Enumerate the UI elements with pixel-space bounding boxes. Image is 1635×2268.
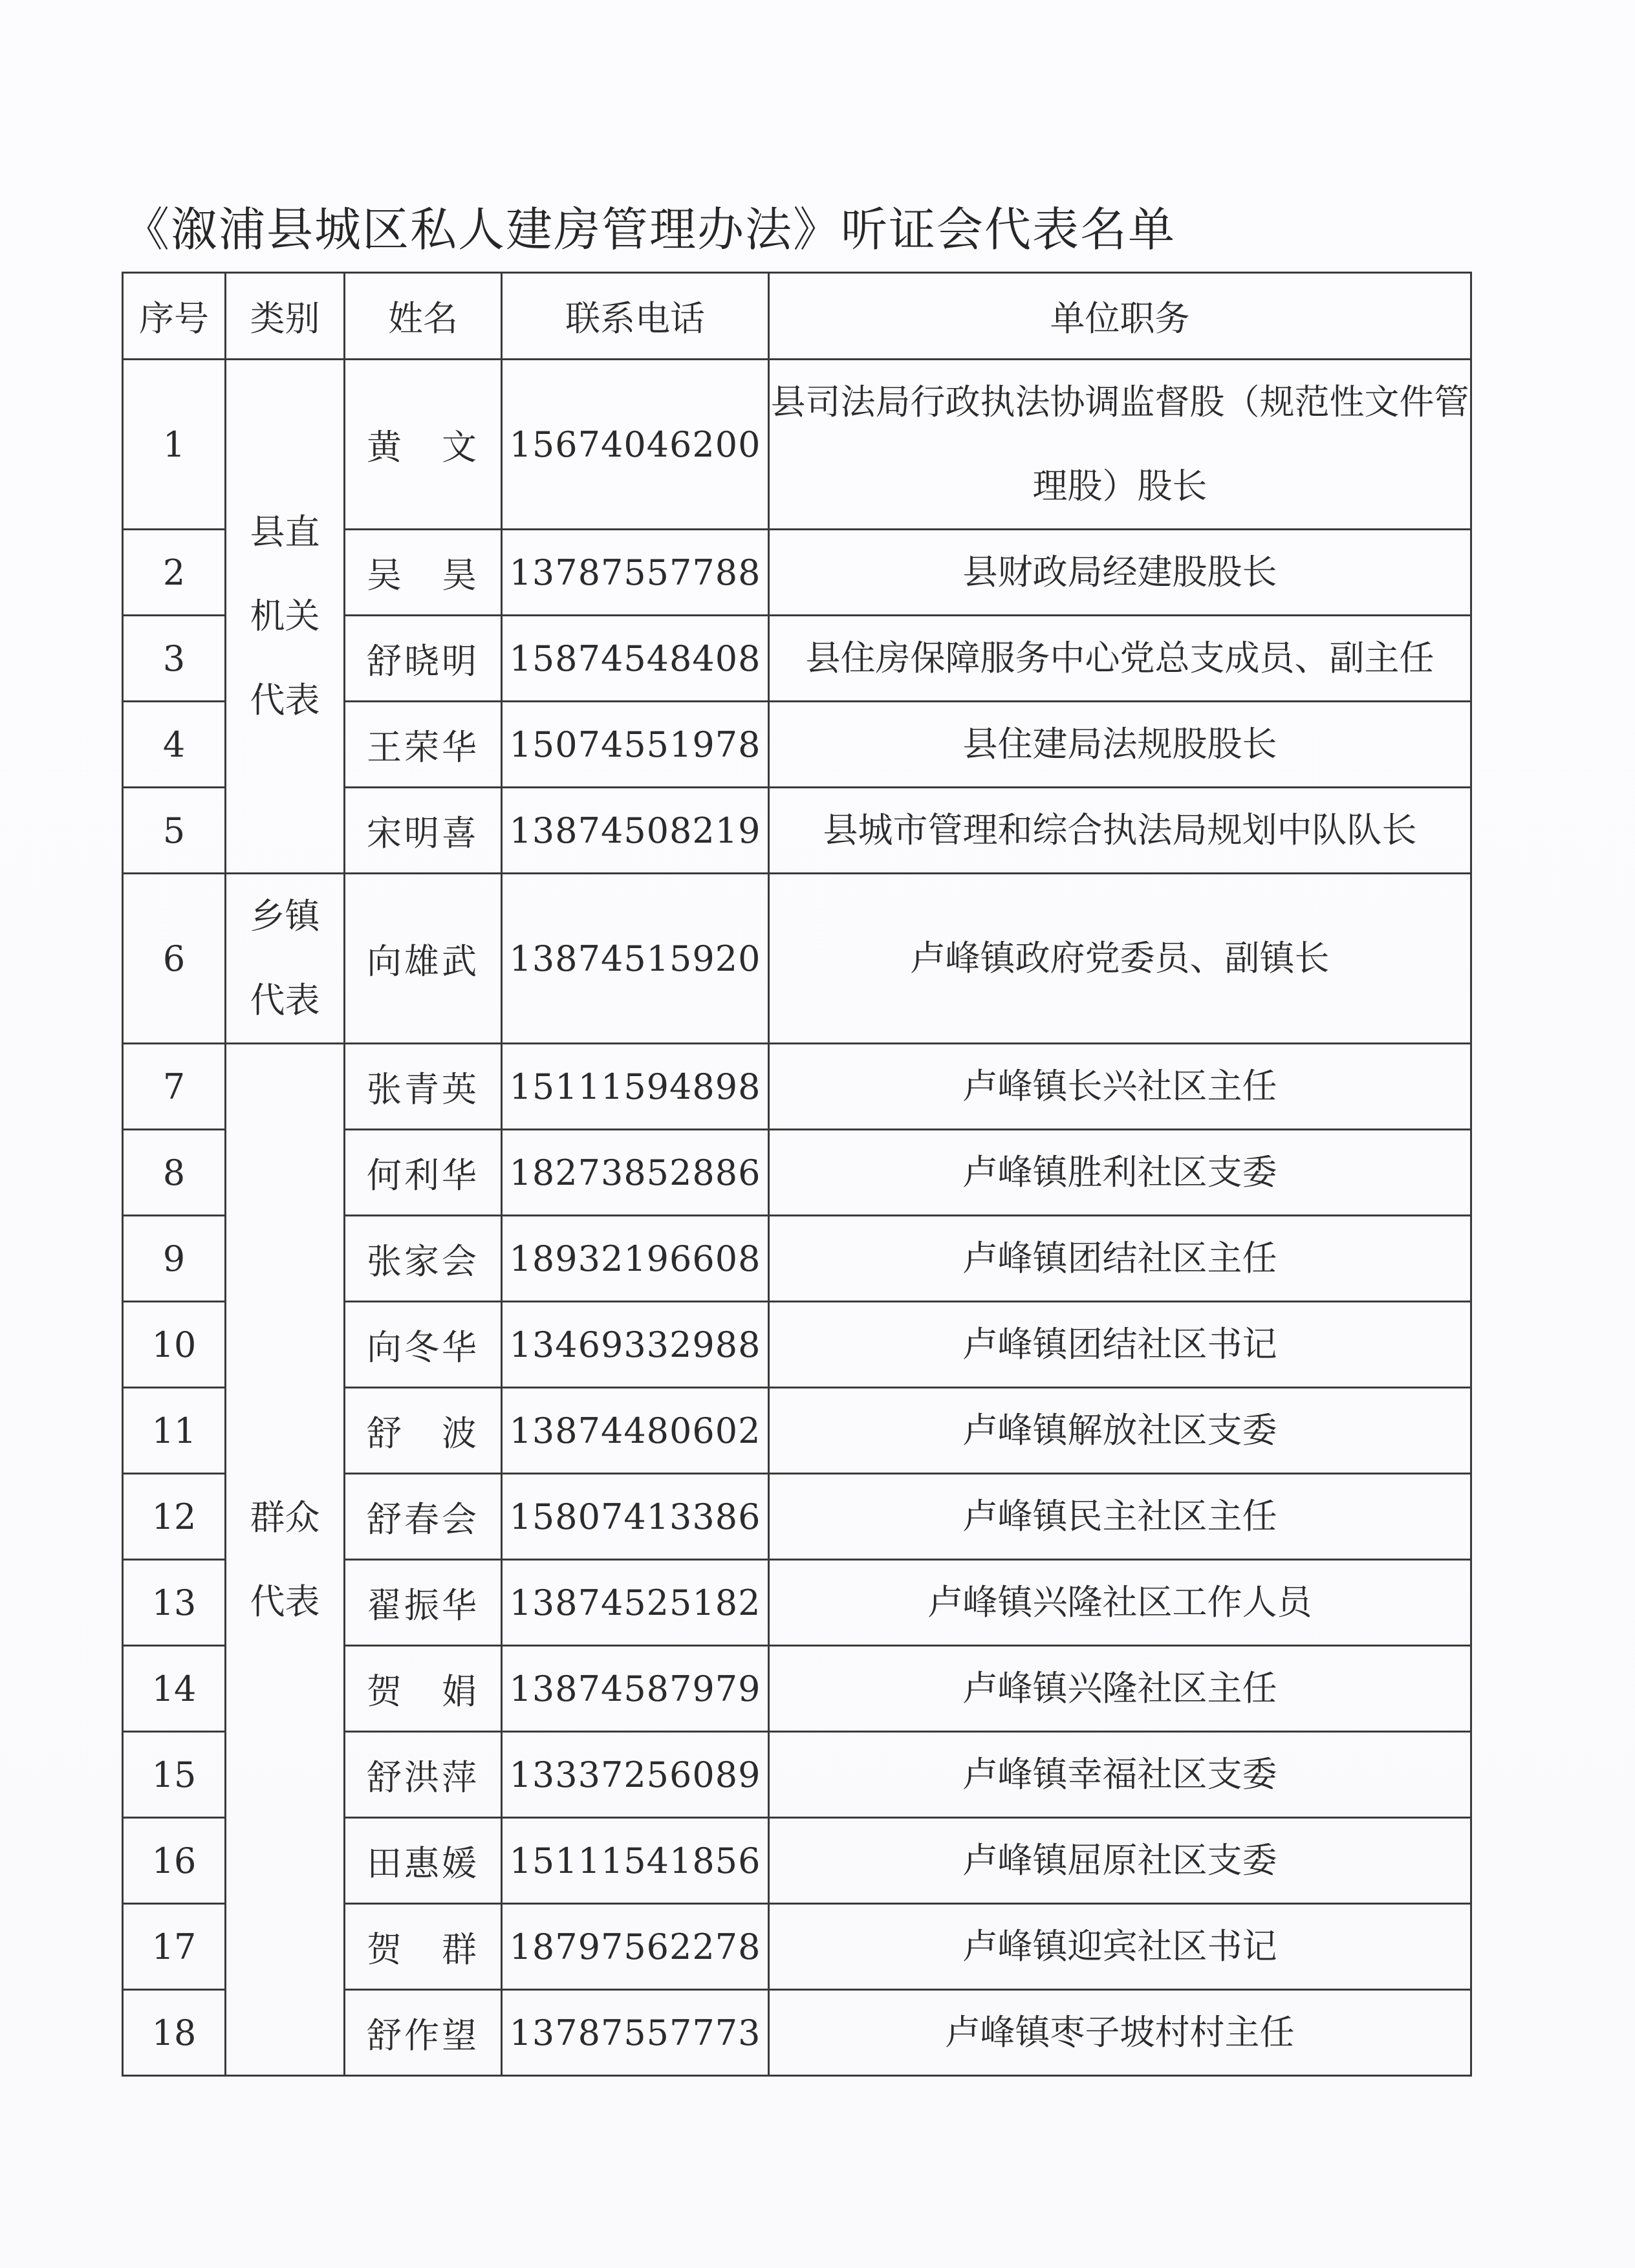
row-no: 16 <box>123 1818 226 1904</box>
row-phone: 13337256089 <box>502 1732 769 1818</box>
row-no: 3 <box>123 616 226 702</box>
row-dept: 卢峰镇团结社区书记 <box>769 1302 1471 1388</box>
category-label: 乡镇 <box>250 896 320 936</box>
row-dept: 卢峰镇兴隆社区主任 <box>769 1646 1471 1732</box>
row-dept: 卢峰镇兴隆社区工作人员 <box>769 1560 1471 1646</box>
row-no: 8 <box>123 1130 226 1216</box>
category-label: 代表 <box>250 980 320 1021</box>
row-no: 7 <box>123 1044 226 1130</box>
row-no: 5 <box>123 788 226 874</box>
row-phone: 18932196608 <box>502 1216 769 1302</box>
row-no: 9 <box>123 1216 226 1302</box>
row-name: 舒作望 <box>345 1990 502 2076</box>
category-label: 县直 <box>250 512 320 552</box>
row-name: 何利华 <box>345 1130 502 1216</box>
row-name: 张青英 <box>345 1044 502 1130</box>
row-no: 15 <box>123 1732 226 1818</box>
row-dept: 卢峰镇幸福社区支委 <box>769 1732 1471 1818</box>
row-no: 4 <box>123 702 226 788</box>
row-name: 向雄武 <box>345 874 502 1044</box>
header-phone: 联系电话 <box>502 273 769 360</box>
row-name: 田惠媛 <box>345 1818 502 1904</box>
row-dept: 县司法局行政执法协调监督股（规范性文件管理股）股长 <box>769 360 1471 530</box>
row-dept: 卢峰镇政府党委员、副镇长 <box>769 874 1471 1044</box>
row-phone: 15674046200 <box>502 360 769 530</box>
row-no: 17 <box>123 1904 226 1990</box>
row-no: 11 <box>123 1388 226 1474</box>
row-phone: 13874587979 <box>502 1646 769 1732</box>
row-no: 18 <box>123 1990 226 2076</box>
row-dept: 县住建局法规股股长 <box>769 702 1471 788</box>
row-name: 向冬华 <box>345 1302 502 1388</box>
row-name: 贺 群 <box>345 1904 502 1990</box>
category-label: 群众 <box>250 1496 320 1538</box>
category-town-cell <box>226 874 345 1044</box>
category-label: 代表 <box>250 680 320 720</box>
row-name: 贺 娟 <box>345 1646 502 1732</box>
table-row <box>123 360 1471 530</box>
row-phone: 15807413386 <box>502 1474 769 1560</box>
row-dept: 卢峰镇迎宾社区书记 <box>769 1904 1471 1990</box>
table-row <box>123 1044 1471 1130</box>
row-phone: 13874515920 <box>502 874 769 1044</box>
category-label: 代表 <box>250 1581 320 1622</box>
row-dept: 县住房保障服务中心党总支成员、副主任 <box>769 616 1471 702</box>
row-no: 14 <box>123 1646 226 1732</box>
category-county-cell <box>226 360 345 874</box>
category-public-cell <box>226 1044 345 2076</box>
row-no: 10 <box>123 1302 226 1388</box>
row-name: 王荣华 <box>345 702 502 788</box>
header-name: 姓名 <box>345 273 502 360</box>
category-label: 机关 <box>250 596 320 636</box>
row-name: 舒春会 <box>345 1474 502 1560</box>
row-phone: 13787557773 <box>502 1990 769 2076</box>
header-dept: 单位职务 <box>769 273 1471 360</box>
table-row <box>123 874 1471 1044</box>
table-header-row <box>123 273 1471 360</box>
document-title: 《溆浦县城区私人建房管理办法》听证会代表名单 <box>123 202 1176 257</box>
row-no: 6 <box>123 874 226 1044</box>
row-no: 13 <box>123 1560 226 1646</box>
row-dept: 卢峰镇长兴社区主任 <box>769 1044 1471 1130</box>
row-phone: 13874508219 <box>502 788 769 874</box>
row-name: 吴 昊 <box>345 530 502 616</box>
row-dept: 卢峰镇团结社区主任 <box>769 1216 1471 1302</box>
row-phone: 15074551978 <box>502 702 769 788</box>
row-phone: 18797562278 <box>502 1904 769 1990</box>
row-dept: 卢峰镇屈原社区支委 <box>769 1818 1471 1904</box>
row-phone: 13874525182 <box>502 1560 769 1646</box>
row-name: 舒晓明 <box>345 616 502 702</box>
row-no: 1 <box>123 360 226 530</box>
row-dept: 县城市管理和综合执法局规划中队队长 <box>769 788 1471 874</box>
representatives-table <box>122 272 1472 2077</box>
row-name: 舒洪萍 <box>345 1732 502 1818</box>
row-phone: 15874548408 <box>502 616 769 702</box>
row-dept: 卢峰镇枣子坡村村主任 <box>769 1990 1471 2076</box>
row-dept: 卢峰镇胜利社区支委 <box>769 1130 1471 1216</box>
row-no: 12 <box>123 1474 226 1560</box>
row-phone: 13874480602 <box>502 1388 769 1474</box>
row-phone: 13787557788 <box>502 530 769 616</box>
row-name: 宋明喜 <box>345 788 502 874</box>
row-name: 翟振华 <box>345 1560 502 1646</box>
row-phone: 18273852886 <box>502 1130 769 1216</box>
row-phone: 13469332988 <box>502 1302 769 1388</box>
row-dept: 县财政局经建股股长 <box>769 530 1471 616</box>
row-name: 黄 文 <box>345 360 502 530</box>
header-category: 类别 <box>226 273 345 360</box>
row-name: 舒 波 <box>345 1388 502 1474</box>
row-name: 张家会 <box>345 1216 502 1302</box>
row-phone: 15111594898 <box>502 1044 769 1130</box>
row-dept: 卢峰镇解放社区支委 <box>769 1388 1471 1474</box>
row-no: 2 <box>123 530 226 616</box>
row-phone: 15111541856 <box>502 1818 769 1904</box>
header-no: 序号 <box>123 273 226 360</box>
row-dept: 卢峰镇民主社区主任 <box>769 1474 1471 1560</box>
